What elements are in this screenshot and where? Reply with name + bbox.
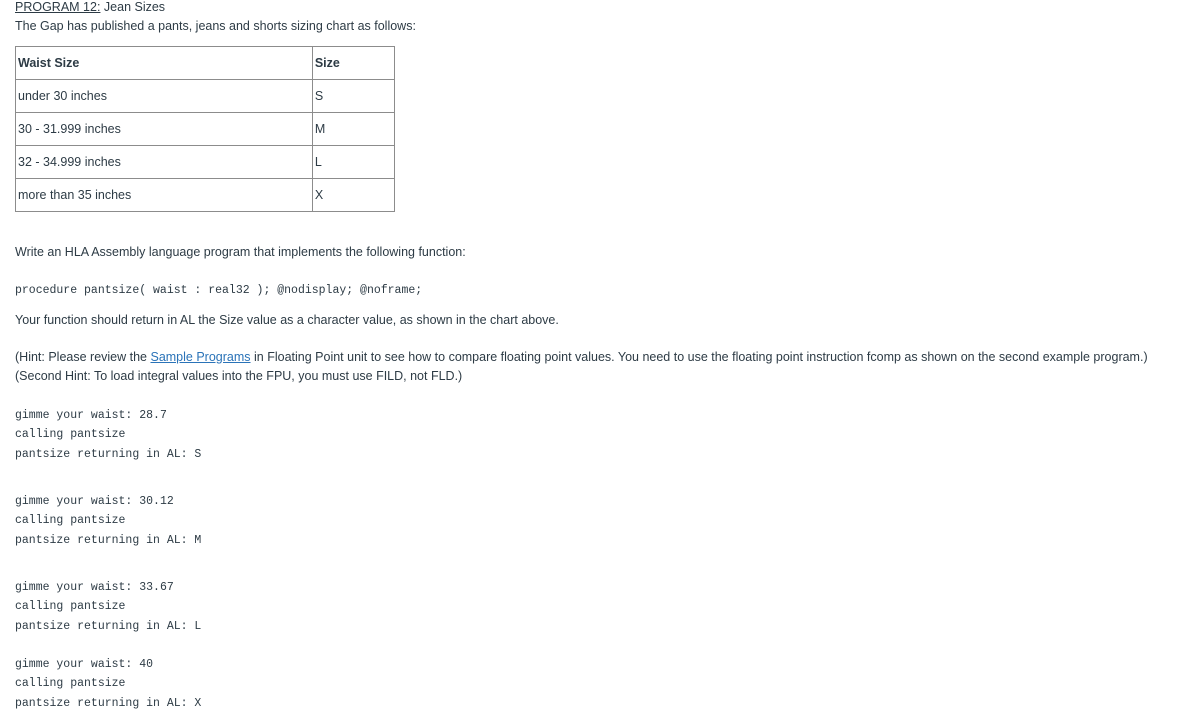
- size-cell: M: [312, 113, 394, 146]
- sample-input: 28.7: [139, 409, 167, 422]
- table-header-row: [16, 47, 395, 80]
- sample-calling: calling pantsize: [15, 677, 126, 691]
- sample-prompt: gimme your waist:: [15, 581, 140, 594]
- sample-prompt: gimme your waist:: [15, 409, 140, 422]
- program-title: Jean Sizes: [100, 0, 166, 14]
- program-label: PROGRAM 12:: [15, 0, 101, 14]
- sample-prompt: gimme your waist:: [15, 658, 140, 671]
- sample-calling: calling pantsize: [15, 600, 126, 614]
- waist-cell: 30 - 31.999 inches: [16, 113, 313, 146]
- waist-cell: under 30 inches: [16, 80, 313, 113]
- sample-result: pantsize returning in AL: M: [15, 533, 202, 547]
- table-row: [16, 80, 395, 113]
- function-signature: procedure pantsize( waist : real32 ); @nodisplay; @noframe;: [15, 284, 423, 297]
- size-cell: L: [312, 146, 394, 179]
- table-row: [16, 113, 395, 146]
- sample-programs-link[interactable]: Sample Programs: [150, 350, 251, 364]
- sample-run-1: [15, 406, 201, 464]
- header-size: Size: [312, 47, 394, 80]
- hint-1-suffix: in Floating Point unit to see how to compare floating point values. You need to use the floating point instruction fcomp as shown on the second example program.): [250, 350, 1148, 364]
- table-row: [16, 179, 395, 212]
- return-instruction: Your function should return in AL the Size value as a character value, as shown in the chart above.: [15, 313, 559, 327]
- sample-result: pantsize returning in AL: X: [15, 696, 202, 710]
- write-instruction: Write an HLA Assembly language program that implements the following function:: [15, 245, 466, 259]
- sample-run-3: [15, 578, 201, 636]
- page-title: [15, 0, 165, 15]
- sample-input: 40: [139, 658, 154, 671]
- sample-input: 33.67: [139, 581, 174, 594]
- sample-prompt: gimme your waist:: [15, 495, 140, 508]
- size-cell: S: [312, 80, 394, 113]
- table-row: [16, 146, 395, 179]
- waist-cell: more than 35 inches: [16, 179, 313, 212]
- hint-1-prefix: (Hint: Please review the: [15, 350, 151, 364]
- sample-run-2: [15, 492, 201, 550]
- sample-calling: calling pantsize: [15, 428, 126, 442]
- sample-calling: calling pantsize: [15, 514, 126, 528]
- hint-1: [15, 348, 1148, 366]
- hint-2: (Second Hint: To load integral values into the FPU, you must use FILD, not FLD.): [15, 369, 463, 383]
- intro-text: The Gap has published a pants, jeans and shorts sizing chart as follows:: [15, 19, 416, 33]
- size-cell: X: [312, 179, 394, 212]
- waist-cell: 32 - 34.999 inches: [16, 146, 313, 179]
- sizing-chart-table: [15, 46, 395, 212]
- sample-result: pantsize returning in AL: S: [15, 447, 202, 461]
- sample-input: 30.12: [139, 495, 174, 508]
- sample-run-4: [15, 655, 201, 713]
- header-waist-size: Waist Size: [16, 47, 313, 80]
- sample-result: pantsize returning in AL: L: [15, 619, 202, 633]
